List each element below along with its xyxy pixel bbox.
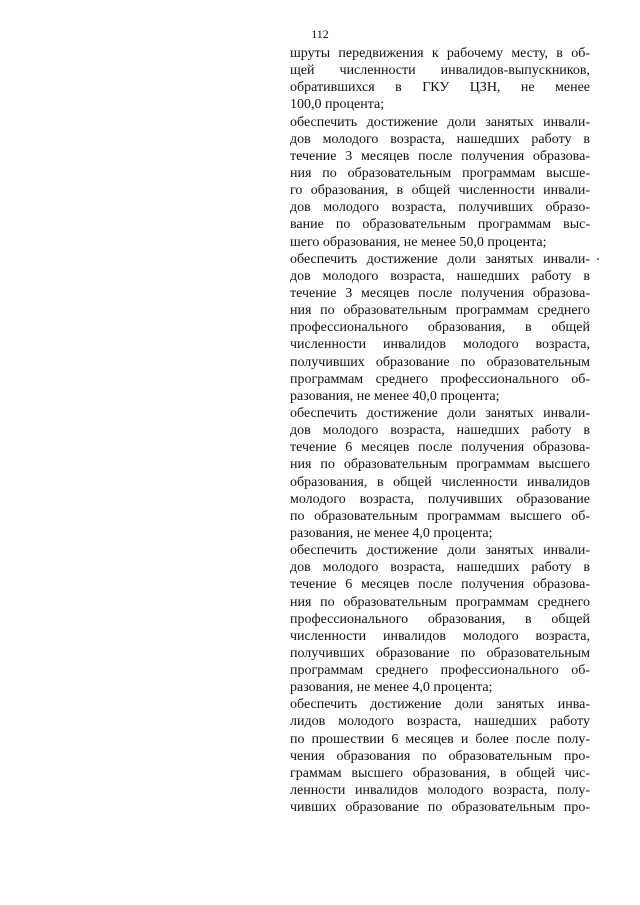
text-line: обеспечить достижение доли занятых инвали-: [290, 543, 590, 559]
text-line: дов молодого возраста, нашедших работу в: [290, 423, 590, 439]
text-line: программам среднего профессионального об-: [290, 371, 590, 387]
text-line: ленности инвалидов молодого возраста, полу-: [290, 783, 590, 799]
text-line: ния по образовательным программам среднего: [290, 594, 590, 610]
text-line: дов молодого возраста, нашедших работу в: [290, 560, 590, 576]
text-line: профессионального образования, в общей: [290, 320, 590, 336]
text-line: го образования, в общей численности инвали-: [290, 183, 590, 199]
text-line: 100,0 процента;: [290, 97, 385, 113]
text-line: шего образования, не менее 50,0 процента;: [290, 234, 547, 250]
text-line: дов молодого возраста, нашедших работу в: [290, 131, 590, 147]
text-line: течение 3 месяцев после получения образова-: [290, 285, 590, 301]
text-line: обеспечить достижение доли занятых инвали-: [290, 114, 590, 130]
text-line: шруты передвижения к рабочему месту, в об-: [290, 46, 590, 61]
text-line: разования, не менее 40,0 процента;: [290, 388, 500, 404]
scan-speck: [597, 258, 599, 260]
text-line: дов молодого возраста, нашедших работу в: [290, 268, 590, 284]
body-text: [290, 45, 590, 816]
text-line: лидов молодого возраста, нашедших работу: [290, 714, 590, 730]
text-line: получивших образование по образовательным: [290, 645, 590, 661]
text-line: ния по образовательным программам среднего: [290, 303, 590, 319]
text-line: по прошествии 6 месяцев и более после полу-: [290, 731, 590, 747]
text-line: граммам высшего образования, в общей чис-: [290, 765, 590, 781]
text-line: программам среднего профессионального об-: [290, 663, 590, 679]
text-line: разования, не менее 4,0 процента;: [290, 525, 493, 541]
text-line: ния по образовательным программам высшего: [290, 457, 590, 473]
text-line: течение 6 месяцев после получения образова-: [290, 577, 590, 593]
text-line: ния по образовательным программам высше-: [290, 165, 590, 181]
text-line: разования, не менее 4,0 процента;: [290, 680, 493, 696]
text-line: щей численности инвалидов-выпускников,: [290, 63, 590, 79]
text-line: численности инвалидов молодого возраста,: [290, 628, 590, 644]
text-line: чивших образование по образовательным про-: [290, 800, 590, 816]
text-line: профессионального образования, в общей: [290, 611, 590, 627]
text-line: течение 6 месяцев после получения образова-: [290, 440, 590, 456]
text-line: молодого возраста, получивших образование: [290, 491, 590, 507]
text-line: по образовательным программам высшего об-: [290, 508, 590, 524]
text-line: обеспечить достижение доли занятых инвали-: [290, 251, 590, 267]
page-number: 112: [311, 27, 329, 41]
text-line: чения образования по образовательным про-: [290, 748, 590, 764]
text-line: образования, в общей численности инвалидов: [290, 474, 590, 490]
text-line: обеспечить достижение доли занятых инва-: [290, 697, 590, 713]
text-line: обратившихся в ГКУ ЦЗН, не менее: [290, 80, 590, 96]
text-line: получивших образование по образовательным: [290, 354, 590, 370]
text-line: дов молодого возраста, получивших образо-: [290, 200, 590, 216]
text-line: численности инвалидов молодого возраста,: [290, 337, 590, 353]
text-line: обеспечить достижение доли занятых инвали-: [290, 405, 590, 421]
text-line: вание по образовательным программам выс-: [290, 217, 590, 233]
text-line: течение 3 месяцев после получения образова-: [290, 148, 590, 164]
